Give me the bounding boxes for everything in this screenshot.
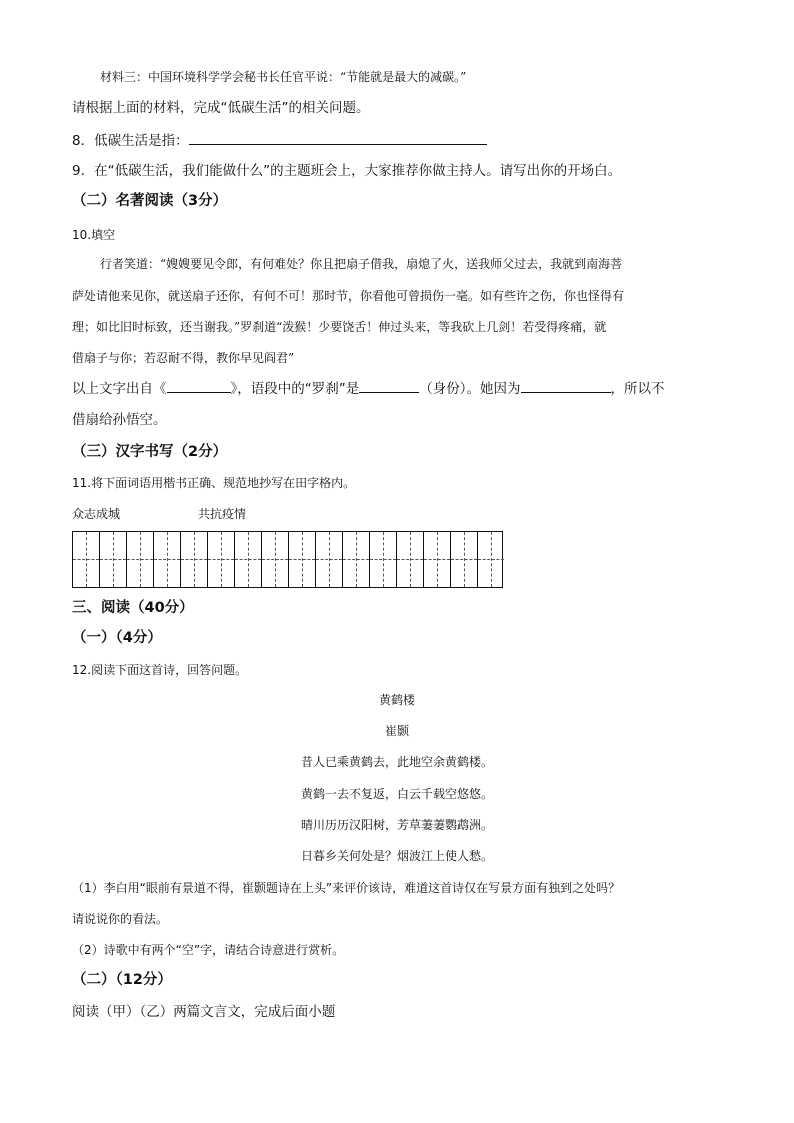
grid-cell[interactable] <box>208 532 235 587</box>
question-11: 11.将下面词语用楷书正确、规范地抄写在田字格内。 <box>72 476 356 490</box>
answer-text-4: ，所以不 <box>610 381 665 397</box>
grid-cell[interactable] <box>478 532 505 587</box>
subsection-1-heading: （一）（4分） <box>72 630 162 646</box>
grid-cell[interactable] <box>154 532 181 587</box>
grid-cell[interactable] <box>127 532 154 587</box>
poem-author: 崔颢 <box>384 724 409 738</box>
poem-line-1: 昔人已乘黄鹤去，此地空余黄鹤楼。 <box>300 755 493 769</box>
grid-cell[interactable] <box>451 532 478 587</box>
reason-blank[interactable] <box>521 378 611 393</box>
answer-text-2: 》，语段中的“罗刹”是 <box>230 381 360 397</box>
material-three: 材料三：中国环境科学学会秘书长任官平说：“节能就是最大的减碳。” <box>100 70 467 84</box>
instruction-text: 请根据上面的材料，完成“低碳生活”的相关问题。 <box>72 100 370 116</box>
passage-line-1: 行者笑道：“嫂嫂要见令郎，有何难处？你且把扇子借我，扇熄了火，送我师父过去，我就到南海菩 <box>100 257 623 271</box>
grid-cell[interactable] <box>100 532 127 587</box>
poem-title: 黄鹤楼 <box>378 693 415 707</box>
section-hanzi-heading: （三）汉字书写（2分） <box>72 444 228 460</box>
question-9: 9．在“低碳生活，我们能做什么”的主题班会上，大家推荐你做主持人。请写出你的开场白。 <box>72 163 622 179</box>
passage-line-4: 借扇子与你；若忍耐不得，教你早见阎君” <box>72 351 295 365</box>
grid-cell[interactable] <box>316 532 343 587</box>
word-2: 共抗疫情 <box>198 507 247 521</box>
grid-cell[interactable] <box>370 532 397 587</box>
poem-line-2: 黄鹤一去不复返，白云千载空悠悠。 <box>300 787 493 801</box>
grid-cell[interactable] <box>73 532 100 587</box>
question-8 <box>72 130 487 151</box>
question-10-answer-line-2: 借扇给孙悟空。 <box>72 412 167 428</box>
answer-text-1: 以上文字出自《 <box>72 381 167 397</box>
identity-blank[interactable] <box>359 378 419 393</box>
poem-line-3: 晴川历历汉阳树，芳草萋萋鹦鹉洲。 <box>300 818 493 832</box>
passage-line-2: 萨处请他来见你，就送扇子还你，有何不可！那时节，你看他可曾损伤一毫。如有些许之伤，你也怪得有 <box>72 289 625 303</box>
reading-instruction: 阅读（甲）（乙）两篇文言文，完成后面小题 <box>72 1004 336 1020</box>
section-reading-heading: 三、阅读（40分） <box>72 600 194 616</box>
question-10-label: 10.填空 <box>72 228 116 242</box>
question-12: 12.阅读下面这首诗，回答问题。 <box>72 663 248 677</box>
grid-cell[interactable] <box>289 532 316 587</box>
question-10-answer <box>72 378 665 399</box>
grid-cell[interactable] <box>262 532 289 587</box>
question-12-1-line-1: （1）李白用“眼前有景道不得，崔颢题诗在上头”来评价该诗，难道这首诗仅在写景方面有独到之处吗？ <box>72 881 621 895</box>
word-1: 众志成城 <box>72 507 121 521</box>
grid-cell[interactable] <box>343 532 370 587</box>
answer-blank-8[interactable] <box>189 130 487 145</box>
question-8-text: 8．低碳生活是指： <box>72 133 189 149</box>
answer-text-3: （身份）。她因为 <box>419 381 521 397</box>
tianzige-grid[interactable] <box>72 531 503 588</box>
grid-cell[interactable] <box>424 532 451 587</box>
section-mingzhu-heading: （二）名著阅读（3分） <box>72 193 228 209</box>
subsection-2-heading: （二）（12分） <box>72 972 172 988</box>
question-12-2: （2）诗歌中有两个“空”字，请结合诗意进行赏析。 <box>72 943 345 957</box>
grid-cell[interactable] <box>181 532 208 587</box>
question-12-1-line-2: 请说说你的看法。 <box>72 912 169 926</box>
grid-cell[interactable] <box>397 532 424 587</box>
grid-cell[interactable] <box>235 532 262 587</box>
passage-line-3: 理；如比旧时标致，还当谢我。”罗刹道“泼猴！少要饶舌！伸过头来，等我砍上几剑！若受得疼痛，就 <box>72 320 607 334</box>
poem-line-4: 日暮乡关何处是？烟波江上使人愁。 <box>300 849 493 863</box>
book-title-blank[interactable] <box>167 378 231 393</box>
